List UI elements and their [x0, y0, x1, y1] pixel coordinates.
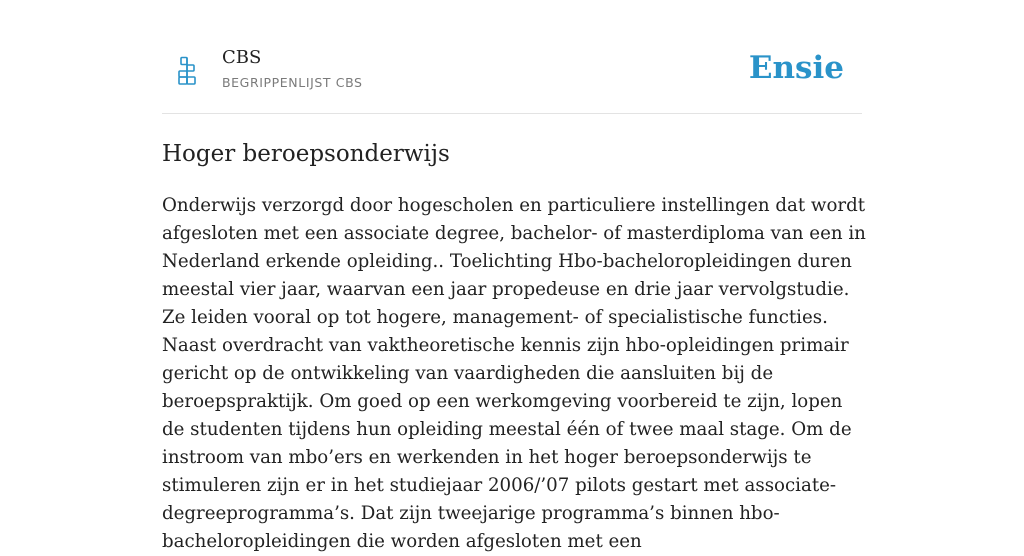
source-name[interactable]: CBS — [222, 47, 262, 68]
source-subtitle[interactable]: BEGRIPPENLIJST CBS — [222, 75, 363, 90]
cbs-logo-icon[interactable] — [176, 56, 198, 86]
ensie-logo-link[interactable]: Ensie — [748, 50, 844, 86]
source-header — [162, 0, 862, 114]
definition-text: Onderwijs verzorgd door hogescholen en particuliere instellingen dat wordt afgesloten met een associate degree, bachelor- of masterdiploma van een in Nederland erkende opleiding.. Toelichting Hbo-bacheloropleidingen duren meestal vier jaar, waarvan een jaar propedeuse en drie jaar vervolgstudie. Ze leiden vooral op tot hogere, management- of specialistische functies. Naast overdracht van vaktheoretische kennis zijn hbo-opleidingen primair gericht op de ontwikkeling van vaardigheden die aansluiten bij de beroepspraktijk. Om goed op een werkomgeving voorbereid te zijn, lopen de studenten tijdens hun opleiding meestal één of twee maal stage. Om de instroom van mbo’ers en werkenden in het hoger beroepsonderwijs te stimuleren zijn er in het studiejaar 2006/’07 pilots gestart met associate- degreeprogramma’s. Dat zijn tweejarige programma’s binnen hbo-bacheloropleidingen die worden afgesloten met een — [162, 195, 866, 552]
page-title: Hoger beroepsonderwijs — [162, 141, 450, 167]
page-content — [162, 0, 866, 556]
